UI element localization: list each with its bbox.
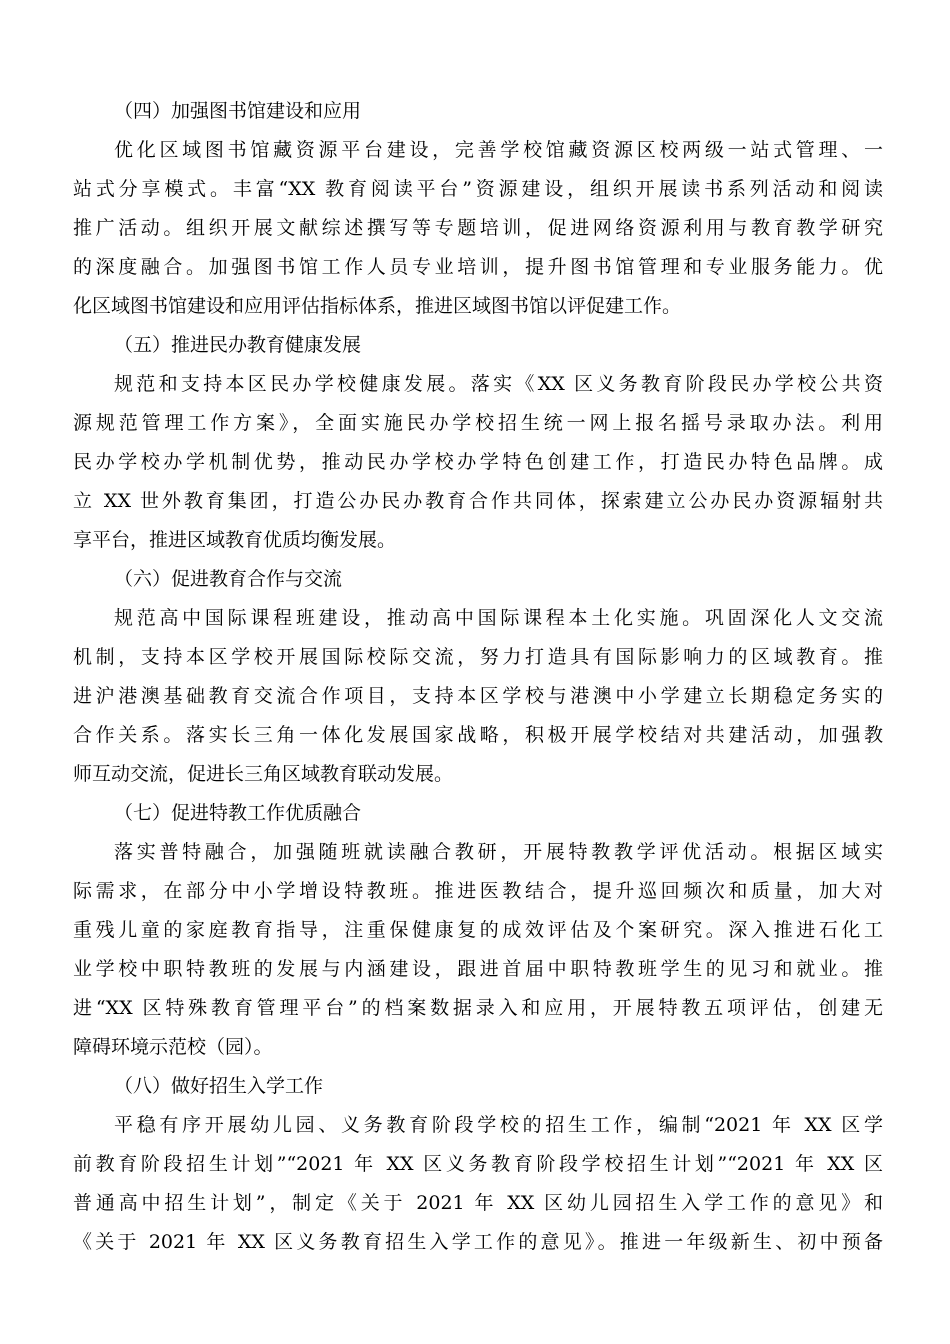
paragraph-line: 业学校中职特教班的发展与内涵建设，跟进首届中职特教班学生的见习和就业。推 [73,958,883,980]
section-heading: （七）促进特教工作优质融合 [114,802,362,824]
paragraph-line: 规范高中国际课程班建设，推动高中国际课程本土化实施。巩固深化人文交流 [114,607,883,629]
section-special-education [73,794,883,1067]
paragraph-line: 障碍环境示范校（园）。 [73,1036,273,1058]
paragraph-line: 前教育阶段招生计划”“2021 年 XX 区义务教育阶段学校招生计划”“2021 年 XX 区 [73,1153,883,1175]
paragraph-line: 立 XX 世外教育集团，打造公办民办教育合作共同体，探索建立公办民办资源辐射共 [73,490,883,512]
paragraph-line: 机制，支持本区学校开展国际校际交流，努力打造具有国际影响力的区域教育。推 [73,646,883,668]
section-heading: （八）做好招生入学工作 [114,1075,324,1097]
paragraph-line: 际需求，在部分中小学增设特教班。推进医教结合，提升巡回频次和质量，加大对 [73,880,883,902]
document-page [73,92,883,1262]
paragraph-line: 《关于 2021 年 XX 区义务教育招生入学工作的意见》。推进一年级新生、初中预备 [73,1231,883,1253]
section-private-education [73,326,883,560]
paragraph-line: 平稳有序开展幼儿园、义务教育阶段学校的招生工作，编制“2021 年 XX 区学 [114,1114,883,1136]
paragraph-line: 推广活动。组织开展文献综述撰写等专题培训，促进网络资源利用与教育教学研究 [73,217,883,239]
paragraph-line: 化区域图书馆建设和应用评估指标体系，推进区域图书馆以评促建工作。 [73,295,682,317]
section-heading: （六）促进教育合作与交流 [114,568,343,590]
paragraph-line: 规范和支持本区民办学校健康发展。落实《XX 区义务教育阶段民办学校公共资 [114,373,883,395]
section-heading: （五）推进民办教育健康发展 [114,334,362,356]
paragraph-line: 进沪港澳基础教育交流合作项目，支持本区学校与港澳中小学建立长期稳定务实的 [73,685,883,707]
paragraph-line: 落实普特融合，加强随班就读融合教研，开展特教教学评优活动。根据区域实 [114,841,883,863]
paragraph-line: 优化区域图书馆藏资源平台建设，完善学校馆藏资源区校两级一站式管理、一 [114,139,883,161]
section-cooperation [73,560,883,794]
paragraph-line: 重残儿童的家庭教育指导，注重保健康复的成效评估及个案研究。深入推进石化工 [73,919,883,941]
paragraph-line: 的深度融合。加强图书馆工作人员专业培训，提升图书馆管理和专业服务能力。优 [73,256,883,278]
section-enrollment [73,1067,883,1262]
paragraph-line: 合作关系。落实长三角一体化发展国家战略，积极开展学校结对共建活动，加强教 [73,724,883,746]
paragraph-line: 师互动交流，促进长三角区域教育联动发展。 [73,763,454,785]
paragraph-line: 享平台，推进区域教育优质均衡发展。 [73,529,397,551]
section-library [73,92,883,326]
paragraph-line: 进“XX 区特殊教育管理平台”的档案数据录入和应用，开展特教五项评估，创建无 [73,997,883,1019]
paragraph-line: 站式分享模式。丰富“XX 教育阅读平台”资源建设，组织开展读书系列活动和阅读 [73,178,883,200]
section-heading: （四）加强图书馆建设和应用 [114,100,362,122]
paragraph-line: 民办学校办学机制优势，推动民办学校办学特色创建工作，打造民办特色品牌。成 [73,451,883,473]
paragraph-line: 普通高中招生计划”，制定《关于 2021 年 XX 区幼儿园招生入学工作的意见》和 [73,1192,883,1214]
paragraph-line: 源规范管理工作方案》，全面实施民办学校招生统一网上报名摇号录取办法。利用 [73,412,883,434]
